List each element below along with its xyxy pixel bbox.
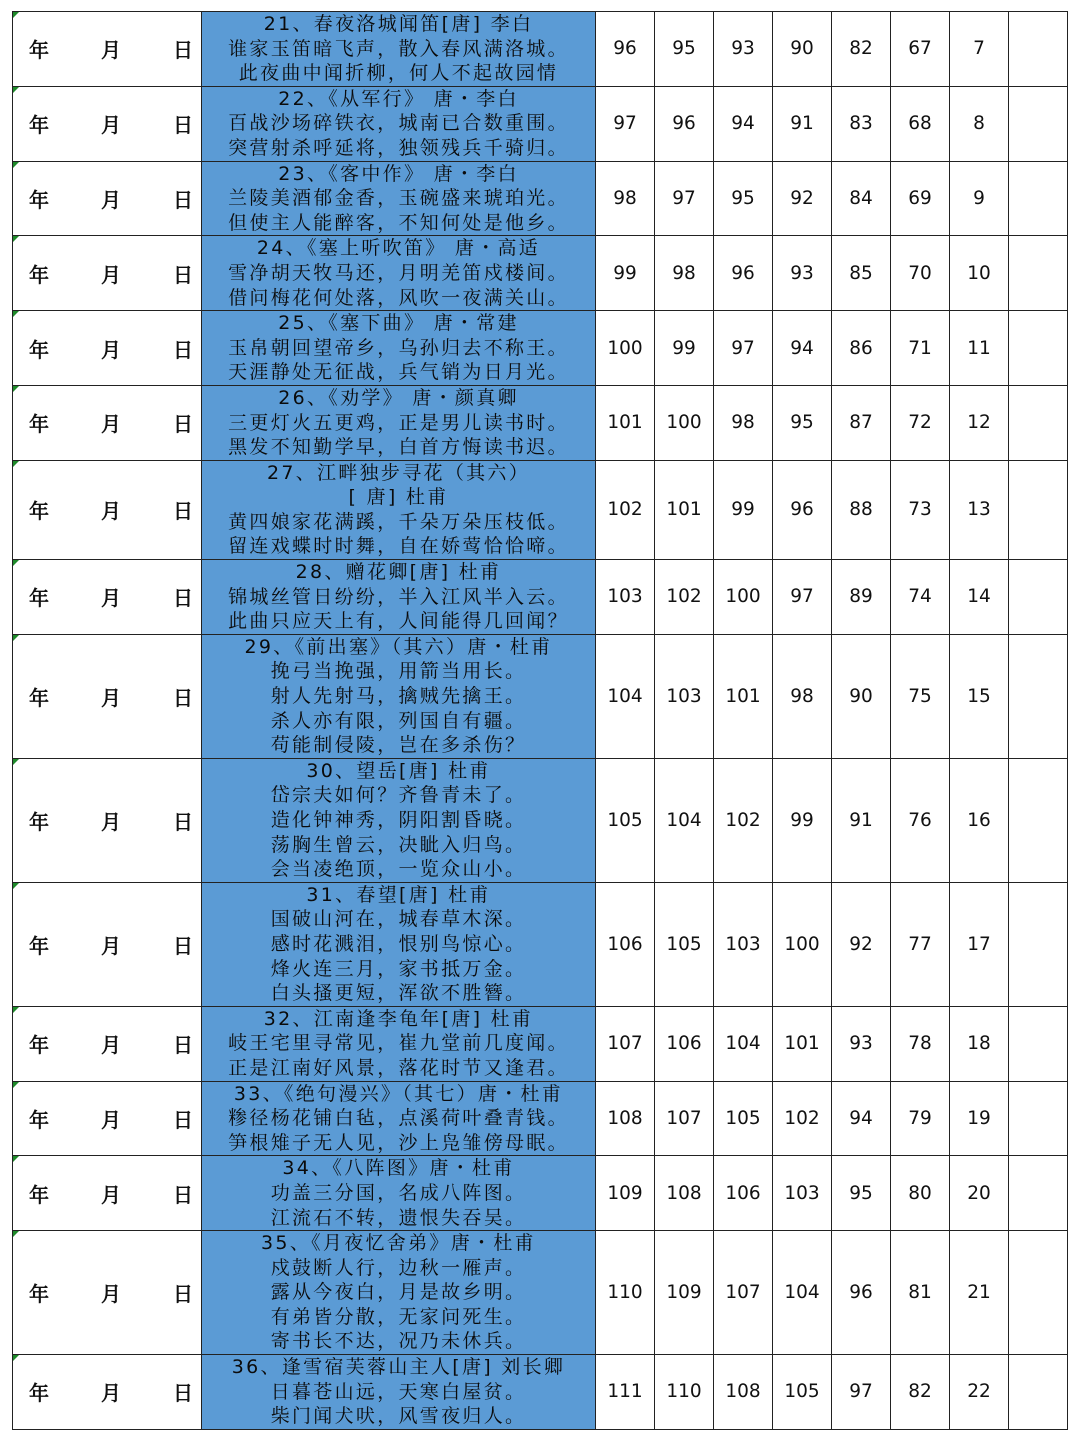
year-label: 年: [29, 113, 49, 138]
poem-line: 露从今夜白，月是故乡明。: [270, 1281, 527, 1304]
month-label: 月: [101, 337, 121, 362]
year-label: 年: [29, 1033, 49, 1058]
table-row: [13, 385, 1068, 460]
date-cell[interactable]: [13, 12, 202, 87]
table-row: [13, 1231, 1068, 1355]
table-row: [13, 311, 1068, 386]
review-day-cell: 97: [655, 161, 714, 236]
review-day-cell: 99: [655, 311, 714, 386]
review-day-cell: 17: [950, 882, 1009, 1006]
year-label: 年: [29, 586, 49, 611]
day-label: 日: [173, 38, 193, 63]
poem-title: 29、《前出塞》（其六）唐・杜甫: [244, 635, 553, 658]
date-cell[interactable]: [13, 758, 202, 882]
year-label: 年: [29, 499, 49, 524]
review-day-cell: 108: [655, 1156, 714, 1231]
poem-title: 22、《从军行》 唐・李白: [278, 87, 519, 110]
review-day-cell: 8: [950, 86, 1009, 161]
poem-line: 锦城丝管日纷纷，半入江风半入云。: [228, 585, 569, 608]
review-day-cell: 97: [832, 1355, 891, 1430]
review-day-cell: 13: [950, 460, 1009, 559]
poem-line: 戍鼓断人行，边秋一雁声。: [270, 1256, 527, 1279]
date-cell[interactable]: [13, 1231, 202, 1355]
review-day-cell: 108: [596, 1081, 655, 1156]
year-label: 年: [29, 38, 49, 63]
year-label: 年: [29, 1282, 49, 1307]
check-cell[interactable]: [1009, 86, 1068, 161]
poem-cell: [202, 634, 596, 758]
review-day-cell: 103: [773, 1156, 832, 1231]
month-label: 月: [101, 1033, 121, 1058]
poem-cell: [202, 758, 596, 882]
poem-line: 此夜曲中闻折柳，何人不起故园情: [238, 62, 559, 85]
month-label: 月: [101, 262, 121, 287]
date-cell[interactable]: [13, 161, 202, 236]
table-row: [13, 560, 1068, 635]
check-cell[interactable]: [1009, 161, 1068, 236]
month-label: 月: [101, 187, 121, 212]
review-day-cell: 105: [596, 758, 655, 882]
day-label: 日: [173, 187, 193, 212]
poem-line: 江流石不转，遗恨失吞吴。: [270, 1206, 527, 1229]
poem-line: 日暮苍山远，天寒白屋贫。: [270, 1380, 527, 1403]
review-day-cell: 11: [950, 311, 1009, 386]
table-row: [13, 882, 1068, 1006]
poem-cell: [202, 1355, 596, 1430]
month-label: 月: [101, 685, 121, 710]
review-day-cell: 110: [596, 1231, 655, 1355]
poem-line: 笋根雉子无人见，沙上凫雏傍母眠。: [228, 1131, 569, 1154]
review-day-cell: 107: [714, 1231, 773, 1355]
review-day-cell: 106: [655, 1006, 714, 1081]
year-label: 年: [29, 1107, 49, 1132]
poem-cell: [202, 1081, 596, 1156]
review-day-cell: 104: [655, 758, 714, 882]
review-day-cell: 108: [714, 1355, 773, 1430]
poem-cell: [202, 385, 596, 460]
day-label: 日: [173, 933, 193, 958]
date-cell[interactable]: [13, 1355, 202, 1430]
review-day-cell: 98: [655, 236, 714, 311]
review-day-cell: 106: [714, 1156, 773, 1231]
review-day-cell: 100: [655, 385, 714, 460]
review-day-cell: 91: [773, 86, 832, 161]
review-day-cell: 106: [596, 882, 655, 1006]
date-cell[interactable]: [13, 86, 202, 161]
review-day-cell: 104: [773, 1231, 832, 1355]
poem-title: 24、《塞上听吹笛》 唐・高适: [256, 237, 541, 260]
table-row: [13, 86, 1068, 161]
poem-line: 有弟皆分散，无家问死生。: [270, 1305, 527, 1328]
review-day-cell: 100: [773, 882, 832, 1006]
review-day-cell: 95: [773, 385, 832, 460]
check-cell[interactable]: [1009, 311, 1068, 386]
poem-title: 32、江南逢李龟年[唐] 杜甫: [263, 1007, 534, 1030]
poem-line: 挽弓当挽强，用箭当用长。: [270, 660, 527, 683]
table-row: [13, 1156, 1068, 1231]
month-label: 月: [101, 1107, 121, 1132]
table-row: [13, 1081, 1068, 1156]
review-day-cell: 80: [891, 1156, 950, 1231]
review-day-cell: 81: [891, 1231, 950, 1355]
review-day-cell: 94: [832, 1081, 891, 1156]
year-label: 年: [29, 412, 49, 437]
date-cell[interactable]: [13, 634, 202, 758]
review-day-cell: 19: [950, 1081, 1009, 1156]
poem-line: 苟能制侵陵，岂在多杀伤？: [270, 734, 527, 757]
review-day-cell: 97: [596, 86, 655, 161]
review-day-cell: 107: [655, 1081, 714, 1156]
review-day-cell: 103: [714, 882, 773, 1006]
date-cell[interactable]: [13, 236, 202, 311]
review-day-cell: 18: [950, 1006, 1009, 1081]
review-day-cell: 83: [832, 86, 891, 161]
review-day-cell: 74: [891, 560, 950, 635]
review-day-cell: 86: [832, 311, 891, 386]
review-day-cell: 95: [832, 1156, 891, 1231]
review-day-cell: 67: [891, 12, 950, 87]
review-day-cell: 90: [773, 12, 832, 87]
review-day-cell: 78: [891, 1006, 950, 1081]
review-day-cell: 98: [714, 385, 773, 460]
review-day-cell: 95: [714, 161, 773, 236]
poem-title: 28、赠花卿[唐] 杜甫: [295, 561, 502, 584]
review-day-cell: 10: [950, 236, 1009, 311]
review-day-cell: 12: [950, 385, 1009, 460]
month-label: 月: [101, 1182, 121, 1207]
poem-line: 国破山河在，城春草木深。: [270, 908, 527, 931]
poem-cell: [202, 86, 596, 161]
review-day-cell: 85: [832, 236, 891, 311]
review-day-cell: 110: [655, 1355, 714, 1430]
poem-cell: [202, 12, 596, 87]
month-label: 月: [101, 113, 121, 138]
poem-title: 30、望岳[唐] 杜甫: [306, 759, 491, 782]
review-day-cell: 88: [832, 460, 891, 559]
poem-title: 36、逢雪宿芙蓉山主人[唐] 刘长卿: [231, 1356, 566, 1379]
review-day-cell: 99: [714, 460, 773, 559]
day-label: 日: [173, 1033, 193, 1058]
review-day-cell: 101: [596, 385, 655, 460]
poem-line: 岱宗夫如何？齐鲁青未了。: [270, 784, 527, 807]
day-label: 日: [173, 1282, 193, 1307]
review-day-cell: 7: [950, 12, 1009, 87]
review-day-cell: 75: [891, 634, 950, 758]
poem-line: 谁家玉笛暗飞声，散入春风满洛城。: [228, 37, 569, 60]
review-day-cell: 103: [596, 560, 655, 635]
review-day-cell: 96: [714, 236, 773, 311]
poem-line: 留连戏蝶时时舞，自在娇莺恰恰啼。: [228, 535, 569, 558]
table-row: [13, 758, 1068, 882]
day-label: 日: [173, 262, 193, 287]
review-day-cell: 97: [714, 311, 773, 386]
check-cell[interactable]: [1009, 1156, 1068, 1231]
month-label: 月: [101, 1282, 121, 1307]
day-label: 日: [173, 337, 193, 362]
review-day-cell: 79: [891, 1081, 950, 1156]
poem-title: 35、《月夜忆舍弟》唐・杜甫: [261, 1232, 536, 1255]
poem-title: 23、《客中作》 唐・李白: [278, 162, 519, 185]
poem-line: 糁径杨花铺白毡，点溪荷叶叠青钱。: [228, 1107, 569, 1130]
poem-cell: [202, 1006, 596, 1081]
review-day-cell: 93: [832, 1006, 891, 1081]
review-day-cell: 105: [714, 1081, 773, 1156]
poem-cell: [202, 311, 596, 386]
review-day-cell: 14: [950, 560, 1009, 635]
review-day-cell: 102: [714, 758, 773, 882]
review-day-cell: 109: [655, 1231, 714, 1355]
poem-line: 杀人亦有限，列国自有疆。: [270, 709, 527, 732]
poem-line: 烽火连三月，家书抵万金。: [270, 957, 527, 980]
review-day-cell: 102: [596, 460, 655, 559]
check-cell[interactable]: [1009, 1231, 1068, 1355]
review-day-cell: 9: [950, 161, 1009, 236]
review-day-cell: 100: [596, 311, 655, 386]
review-day-cell: 102: [773, 1081, 832, 1156]
review-day-cell: 21: [950, 1231, 1009, 1355]
poem-line: 白头搔更短，浑欲不胜簪。: [270, 982, 527, 1005]
date-cell[interactable]: [13, 560, 202, 635]
table-row: [13, 12, 1068, 87]
review-day-cell: 96: [596, 12, 655, 87]
day-label: 日: [173, 1182, 193, 1207]
review-day-cell: 99: [596, 236, 655, 311]
poem-line: 造化钟神秀，阴阳割昏晓。: [270, 809, 527, 831]
month-label: 月: [101, 499, 121, 524]
review-day-cell: 82: [832, 12, 891, 87]
poem-line: 天涯静处无征战，兵气销为日月光。: [228, 361, 569, 384]
poem-line: 功盖三分国，名成八阵图。: [270, 1181, 527, 1204]
review-day-cell: 93: [773, 236, 832, 311]
review-day-cell: 69: [891, 161, 950, 236]
poem-line: 雪净胡天牧马还，月明羌笛戍楼间。: [228, 261, 569, 284]
poem-title: 33、《绝句漫兴》（其七）唐・杜甫: [233, 1082, 564, 1105]
poem-line: [ 唐] 杜甫: [348, 486, 449, 509]
review-day-cell: 89: [832, 560, 891, 635]
date-cell[interactable]: [13, 460, 202, 559]
review-day-cell: 82: [891, 1355, 950, 1430]
day-label: 日: [173, 499, 193, 524]
poem-line: 寄书长不达，况乃未休兵。: [270, 1330, 527, 1353]
check-cell[interactable]: [1009, 460, 1068, 559]
year-label: 年: [29, 187, 49, 212]
year-label: 年: [29, 1182, 49, 1207]
poem-line: 会当凌绝顶，一览众山小。: [270, 858, 527, 881]
review-day-cell: 94: [714, 86, 773, 161]
review-day-cell: 77: [891, 882, 950, 1006]
date-cell[interactable]: [13, 882, 202, 1006]
poem-cell: [202, 560, 596, 635]
review-day-cell: 109: [596, 1156, 655, 1231]
date-cell[interactable]: [13, 1156, 202, 1231]
review-day-cell: 103: [655, 634, 714, 758]
poem-cell: [202, 460, 596, 559]
poem-cell: [202, 236, 596, 311]
month-label: 月: [101, 412, 121, 437]
poem-line: 感时花溅泪，恨别鸟惊心。: [270, 932, 527, 955]
review-day-cell: 91: [832, 758, 891, 882]
check-cell[interactable]: [1009, 1355, 1068, 1430]
review-day-cell: 72: [891, 385, 950, 460]
check-cell[interactable]: [1009, 12, 1068, 87]
poem-line: 百战沙场碎铁衣，城南已合数重围。: [228, 112, 569, 135]
day-label: 日: [173, 113, 193, 138]
year-label: 年: [29, 809, 49, 834]
review-day-cell: 96: [773, 460, 832, 559]
review-day-cell: 102: [655, 560, 714, 635]
poem-line: 柴门闻犬吠，风雪夜归人。: [270, 1405, 527, 1428]
poem-line: 射人先射马，擒贼先擒王。: [270, 685, 527, 708]
table-row: [13, 460, 1068, 559]
review-day-cell: 70: [891, 236, 950, 311]
month-label: 月: [101, 586, 121, 611]
review-day-cell: 22: [950, 1355, 1009, 1430]
review-day-cell: 90: [832, 634, 891, 758]
poem-review-table: [12, 11, 1068, 1430]
review-day-cell: 97: [773, 560, 832, 635]
review-day-cell: 101: [714, 634, 773, 758]
review-day-cell: 101: [655, 460, 714, 559]
date-cell[interactable]: [13, 1081, 202, 1156]
review-day-cell: 16: [950, 758, 1009, 882]
day-label: 日: [173, 809, 193, 834]
poem-title: 31、春望[唐] 杜甫: [306, 883, 491, 906]
poem-line: 黑发不知勤学早，白首方悔读书迟。: [228, 436, 569, 459]
poem-line: 三更灯火五更鸡，正是男儿读书时。: [228, 411, 569, 434]
poem-line: 此曲只应天上有，人间能得几回闻？: [228, 610, 569, 633]
poem-title: 27、江畔独步寻花（其六）: [266, 461, 531, 484]
poem-line: 兰陵美酒郁金香，玉碗盛来琥珀光。: [228, 187, 569, 210]
day-label: 日: [173, 412, 193, 437]
year-label: 年: [29, 685, 49, 710]
review-day-cell: 71: [891, 311, 950, 386]
review-day-cell: 92: [773, 161, 832, 236]
month-label: 月: [101, 809, 121, 834]
review-day-cell: 104: [714, 1006, 773, 1081]
table-row: [13, 236, 1068, 311]
review-day-cell: 105: [773, 1355, 832, 1430]
table-row: [13, 1006, 1068, 1081]
day-label: 日: [173, 1107, 193, 1132]
review-day-cell: 107: [596, 1006, 655, 1081]
year-label: 年: [29, 933, 49, 958]
review-day-cell: 105: [655, 882, 714, 1006]
check-cell[interactable]: [1009, 634, 1068, 758]
review-day-cell: 87: [832, 385, 891, 460]
poem-line: 荡胸生曾云，决眦入归鸟。: [270, 833, 527, 856]
year-label: 年: [29, 1381, 49, 1406]
year-label: 年: [29, 262, 49, 287]
poem-line: 玉帛朝回望帝乡，乌孙归去不称王。: [228, 336, 569, 359]
poem-line: 黄四娘家花满蹊，千朵万朵压枝低。: [228, 510, 569, 533]
review-day-cell: 98: [596, 161, 655, 236]
review-day-cell: 98: [773, 634, 832, 758]
check-cell[interactable]: [1009, 560, 1068, 635]
table-row: [13, 161, 1068, 236]
poem-cell: [202, 1156, 596, 1231]
day-label: 日: [173, 685, 193, 710]
review-day-cell: 93: [714, 12, 773, 87]
review-day-cell: 95: [655, 12, 714, 87]
review-day-cell: 20: [950, 1156, 1009, 1231]
review-day-cell: 104: [596, 634, 655, 758]
check-cell[interactable]: [1009, 1006, 1068, 1081]
date-cell[interactable]: [13, 385, 202, 460]
poem-line: 正是江南好风景，落花时节又逢君。: [228, 1056, 569, 1079]
poem-title: 21、春夜洛城闻笛[唐] 李白: [263, 13, 534, 35]
table-row: [13, 634, 1068, 758]
poem-line: 但使主人能醉客，不知何处是他乡。: [228, 211, 569, 234]
review-day-cell: 15: [950, 634, 1009, 758]
date-cell[interactable]: [13, 311, 202, 386]
check-cell[interactable]: [1009, 882, 1068, 1006]
review-day-cell: 96: [832, 1231, 891, 1355]
poem-cell: [202, 161, 596, 236]
review-day-cell: 96: [655, 86, 714, 161]
review-day-cell: 99: [773, 758, 832, 882]
date-cell[interactable]: [13, 1006, 202, 1081]
poem-line: 借问梅花何处落，风吹一夜满关山。: [228, 286, 569, 309]
poem-line: 岐王宅里寻常见，崔九堂前几度闻。: [228, 1032, 569, 1055]
review-day-cell: 111: [596, 1355, 655, 1430]
review-day-cell: 76: [891, 758, 950, 882]
poem-cell: [202, 1231, 596, 1355]
review-day-cell: 68: [891, 86, 950, 161]
day-label: 日: [173, 1381, 193, 1406]
review-day-cell: 101: [773, 1006, 832, 1081]
month-label: 月: [101, 933, 121, 958]
review-day-cell: 100: [714, 560, 773, 635]
poem-cell: [202, 882, 596, 1006]
day-label: 日: [173, 586, 193, 611]
check-cell[interactable]: [1009, 758, 1068, 882]
month-label: 月: [101, 38, 121, 63]
review-day-cell: 73: [891, 460, 950, 559]
table-row: [13, 1355, 1068, 1430]
review-day-cell: 94: [773, 311, 832, 386]
check-cell[interactable]: [1009, 385, 1068, 460]
review-day-cell: 84: [832, 161, 891, 236]
check-cell[interactable]: [1009, 1081, 1068, 1156]
poem-title: 25、《塞下曲》 唐・常建: [278, 312, 519, 335]
review-day-cell: 92: [832, 882, 891, 1006]
poem-title: 26、《劝学》 唐・颜真卿: [278, 386, 519, 409]
month-label: 月: [101, 1381, 121, 1406]
year-label: 年: [29, 337, 49, 362]
poem-title: 34、《八阵图》唐・杜甫: [282, 1157, 515, 1180]
check-cell[interactable]: [1009, 236, 1068, 311]
poem-line: 突营射杀呼延将，独领残兵千骑归。: [228, 136, 569, 159]
